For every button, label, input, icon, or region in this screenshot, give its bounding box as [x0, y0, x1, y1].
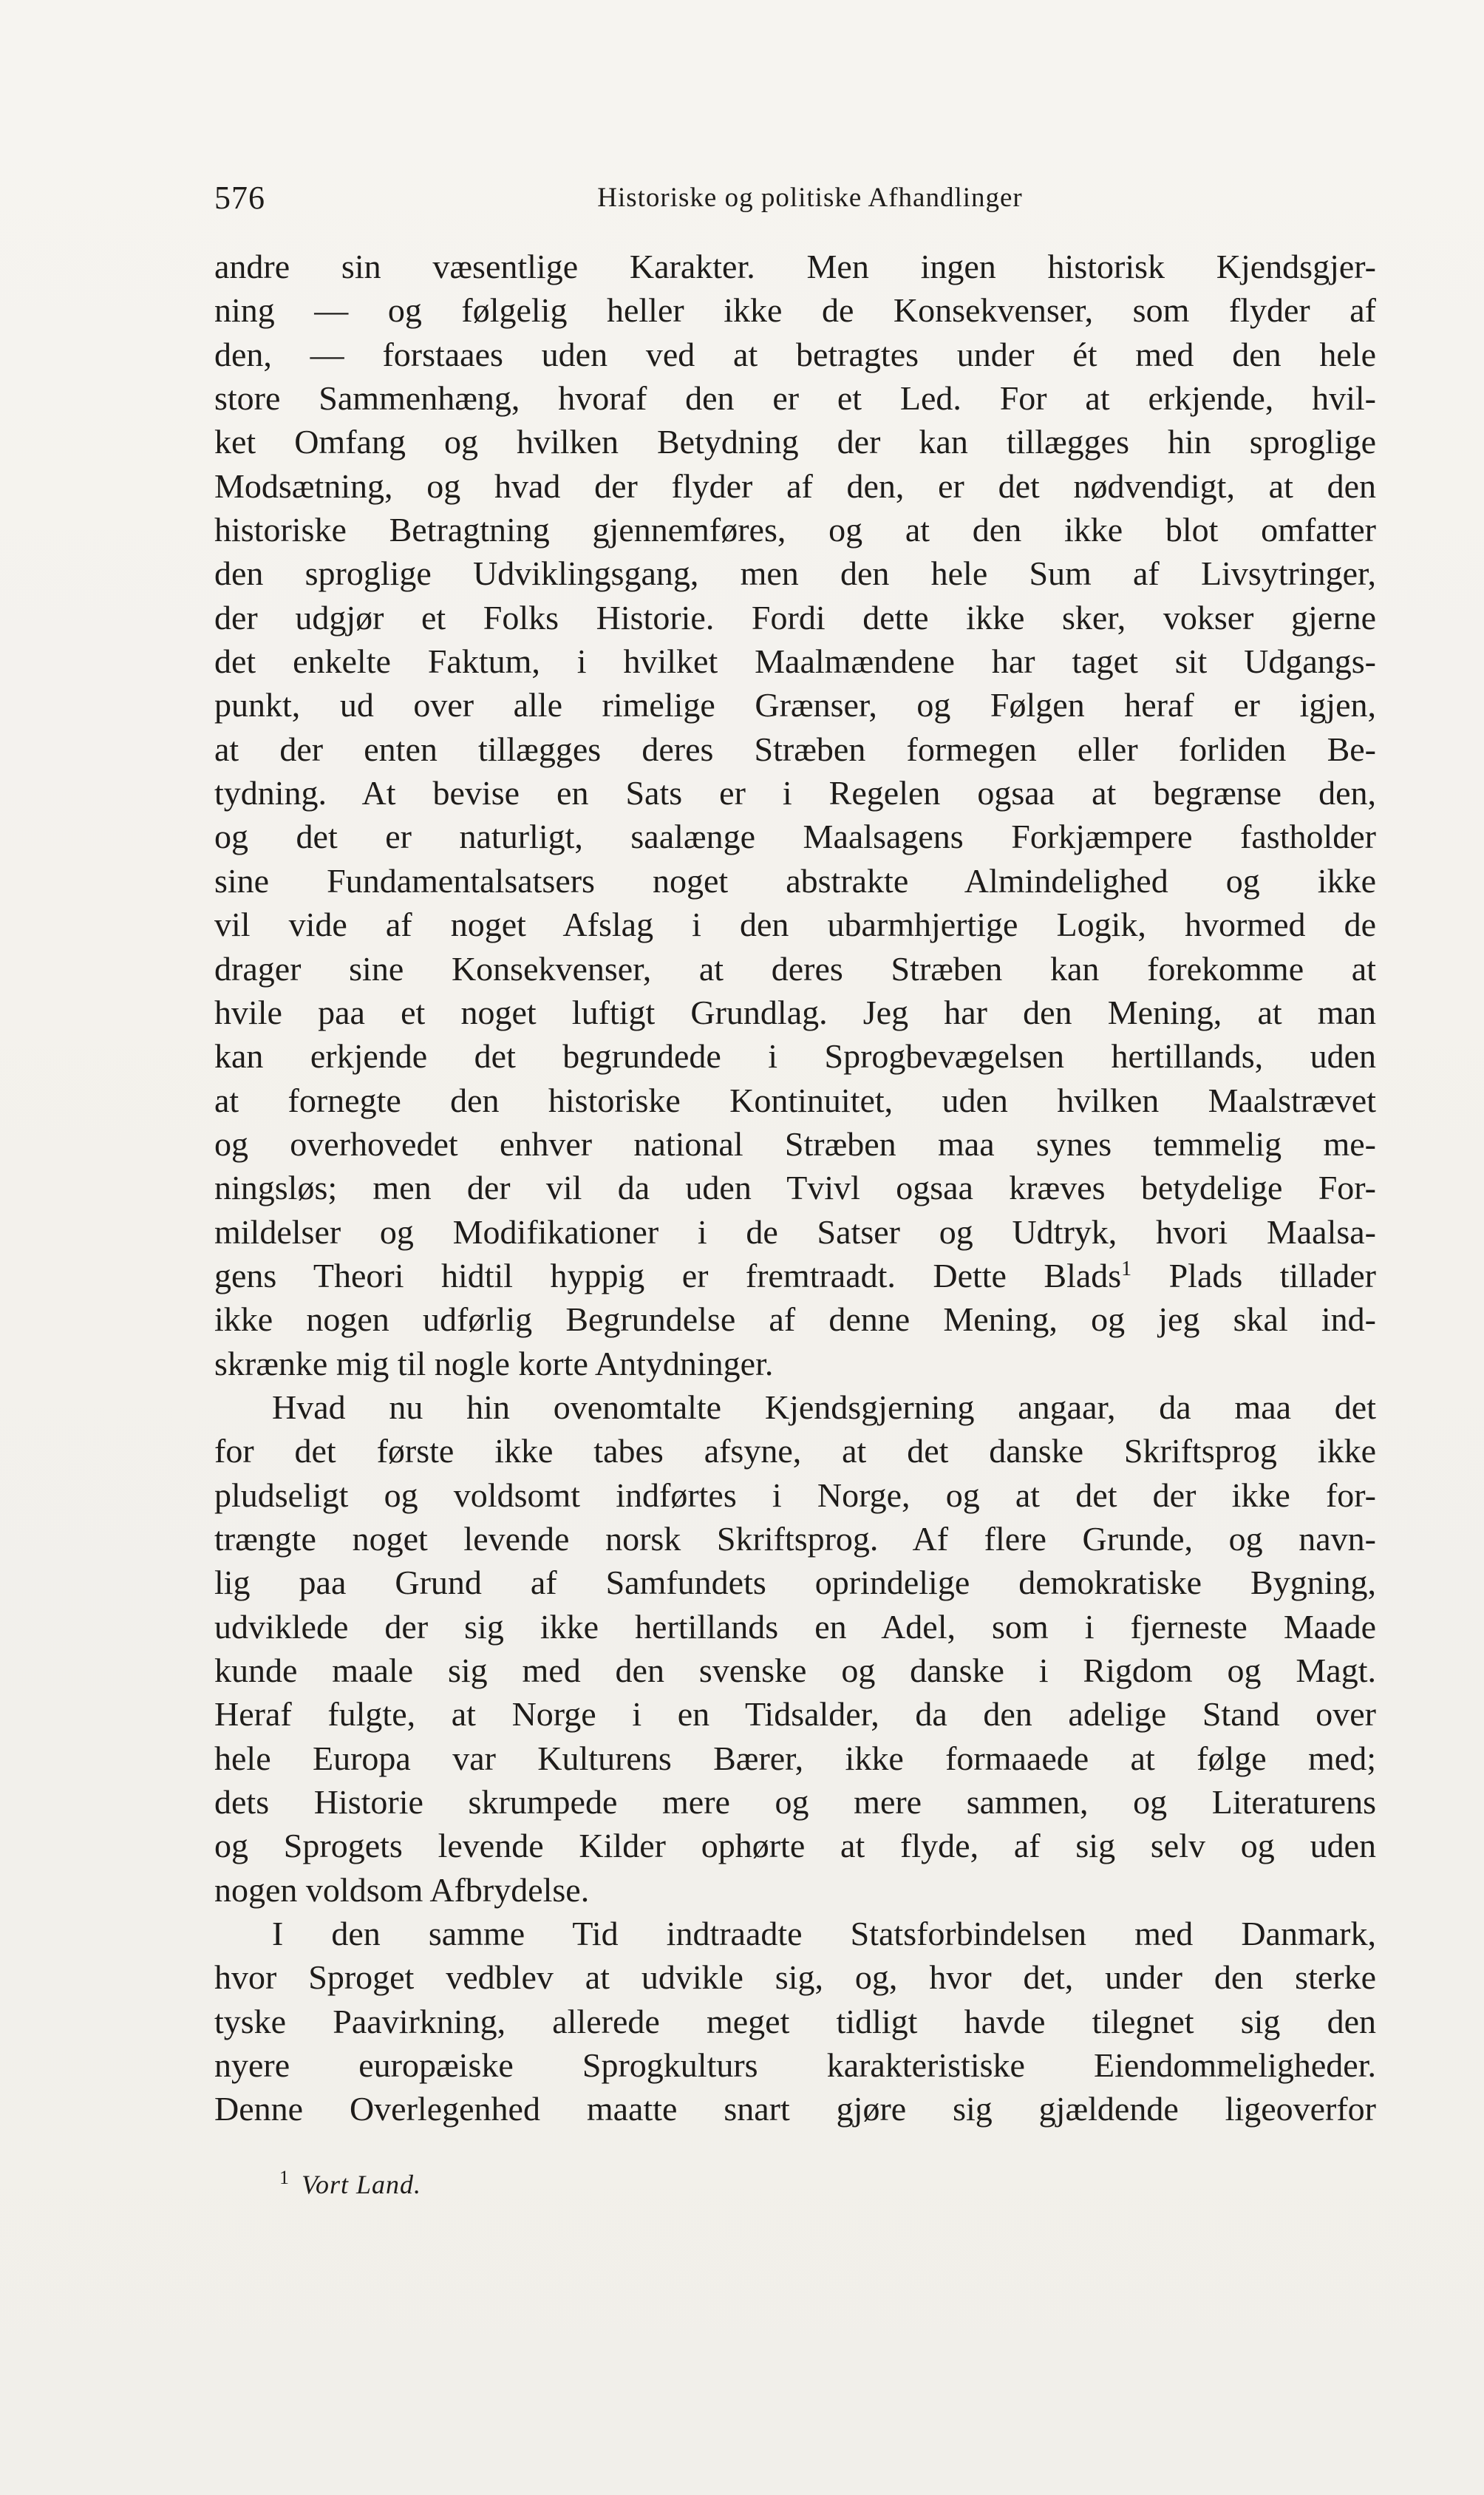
text-line: tydning. At bevise en Sats er i Regelen ogsaa at begrænse den,	[214, 774, 1376, 812]
text-line: kunde maale sig med den svenske og danske i Rigdom og Magt.	[214, 1652, 1376, 1689]
text-line: hvile paa et noget luftigt Grundlag. Jeg har den Mening, at man	[214, 993, 1376, 1031]
text-line: ikke nogen udførlig Begrundelse af denne Mening, og jeg skal ind-	[214, 1300, 1376, 1339]
text-line: Heraf fulgte, at Norge i en Tidsalder, da den adelige Stand over	[214, 1695, 1376, 1734]
text-line: nogen voldsom Afbrydelse.	[214, 1870, 590, 1909]
text-line: ningsløs; men der vil da uden Tvivl ogsaa kræves betydelige For-	[214, 1169, 1376, 1207]
text-line: at der enten tillægges deres Stræben formegen eller forliden Be-	[214, 730, 1376, 768]
text-line-with-footnote-ref	[214, 1254, 1376, 1297]
text-line: hvor Sproget vedblev at udvikle sig, og, hvor det, under den sterke	[214, 1958, 1376, 1997]
line-head: gens Theori hidtil hyppig er fremtraadt. Dette Blads	[214, 1256, 1122, 1294]
text-line: punkt, ud over alle rimelige Grænser, og Følgen heraf er igjen,	[214, 686, 1376, 724]
text-line: andre sin væsentlige Karakter. Men ingen historisk Kjendsgjer-	[214, 248, 1376, 285]
text-line: ket Omfang og hvilken Betydning der kan tillægges hin sproglige	[214, 423, 1376, 461]
text-line: at fornegte den historiske Kontinuitet, uden hvilken Maalstrævet	[214, 1081, 1376, 1119]
text-line: pludseligt og voldsomt indførtes i Norge, og at det der ikke for-	[214, 1476, 1376, 1514]
text-line: dets Historie skrumpede mere og mere sammen, og Literaturens	[214, 1783, 1376, 1822]
text-line: skrænke mig til nogle korte Antydninger.	[214, 1344, 774, 1382]
text-line: Modsætning, og hvad der flyder af den, er det nødvendigt, at den	[214, 466, 1376, 505]
text-line: for det første ikke tabes afsyne, at det danske Skriftsprog ikke	[214, 1432, 1376, 1470]
paragraph-start-line: Hvad nu hin ovenomtalte Kjendsgjerning angaar, da maa det	[272, 1388, 1376, 1426]
text-line: og det er naturligt, saalænge Maalsagens Forkjæmpere fastholder	[214, 818, 1376, 856]
text-line: ning — og følgelig heller ikke de Konsekvenser, som flyder af	[214, 291, 1376, 330]
text-line: store Sammenhæng, hvoraf den er et Led. For at erkjende, hvil-	[214, 379, 1376, 418]
text-line: sine Fundamentalsatsers noget abstrakte Almindelighed og ikke	[214, 861, 1376, 900]
text-line: vil vide af noget Afslag i den ubarmhjertige Logik, hvormed de	[214, 906, 1376, 944]
text-line: den, — forstaaes uden ved at betragtes under ét med den hele	[214, 335, 1376, 373]
text-line: drager sine Konsekvenser, at deres Stræben kan forekomme at	[214, 949, 1376, 988]
body-text	[214, 245, 1376, 2131]
text-line: det enkelte Faktum, i hvilket Maalmændene har taget sit Udgangs-	[214, 642, 1376, 681]
text-line: trængte noget levende norsk Skriftsprog. Af flere Grunde, og navn-	[214, 1519, 1376, 1558]
text-line: mildelser og Modifikationer i de Satser og Udtryk, hvori Maalsa-	[214, 1212, 1376, 1251]
text-line: nyere europæiske Sprogkulturs karakteristiske Eiendommeligheder.	[214, 2046, 1376, 2085]
text-line: tyske Paavirkning, allerede meget tidligt havde tilegnet sig den	[214, 2002, 1376, 2040]
text-line: kan erkjende det begrundede i Sprogbevægelsen hertillands, uden	[214, 1037, 1376, 1076]
footnote	[279, 2157, 421, 2205]
text-line: hele Europa var Kulturens Bærer, ikke formaaede at følge med;	[214, 1739, 1376, 1777]
page-header	[214, 176, 1376, 220]
text-line: historiske Betragtning gjennemføres, og at den ikke blot omfatter	[214, 511, 1376, 549]
text-line: og overhovedet enhver national Stræben maa synes temmelig me-	[214, 1124, 1376, 1163]
text-line: Denne Overlegenhed maatte snart gjøre sig gjældende ligeoverfor	[214, 2090, 1376, 2128]
text-line: der udgjør et Folks Historie. Fordi dette ikke sker, vokser gjerne	[214, 598, 1376, 637]
page-number: 576	[214, 180, 265, 216]
paragraph-start-line: I den samme Tid indtraadte Statsforbindelsen med Danmark,	[272, 1915, 1376, 1953]
text-line: og Sprogets levende Kilder ophørte at flyde, af sig selv og uden	[214, 1827, 1376, 1865]
text-line: lig paa Grund af Samfundets oprindelige demokratiske Bygning,	[214, 1564, 1376, 1602]
running-head: Historiske og politiske Afhandlinger	[597, 183, 1023, 213]
line-tail: Plads tillader	[1131, 1256, 1376, 1294]
text-line: udviklede der sig ikke hertillands en Adel, som i fjerneste Maade	[214, 1607, 1376, 1646]
footnote-reference: 1	[1121, 1257, 1132, 1280]
text-line: den sproglige Udviklingsgang, men den hele Sum af Livsytringer,	[214, 554, 1376, 593]
footnote-text: Vort Land.	[302, 2170, 422, 2199]
footnote-mark: 1	[279, 2167, 290, 2188]
